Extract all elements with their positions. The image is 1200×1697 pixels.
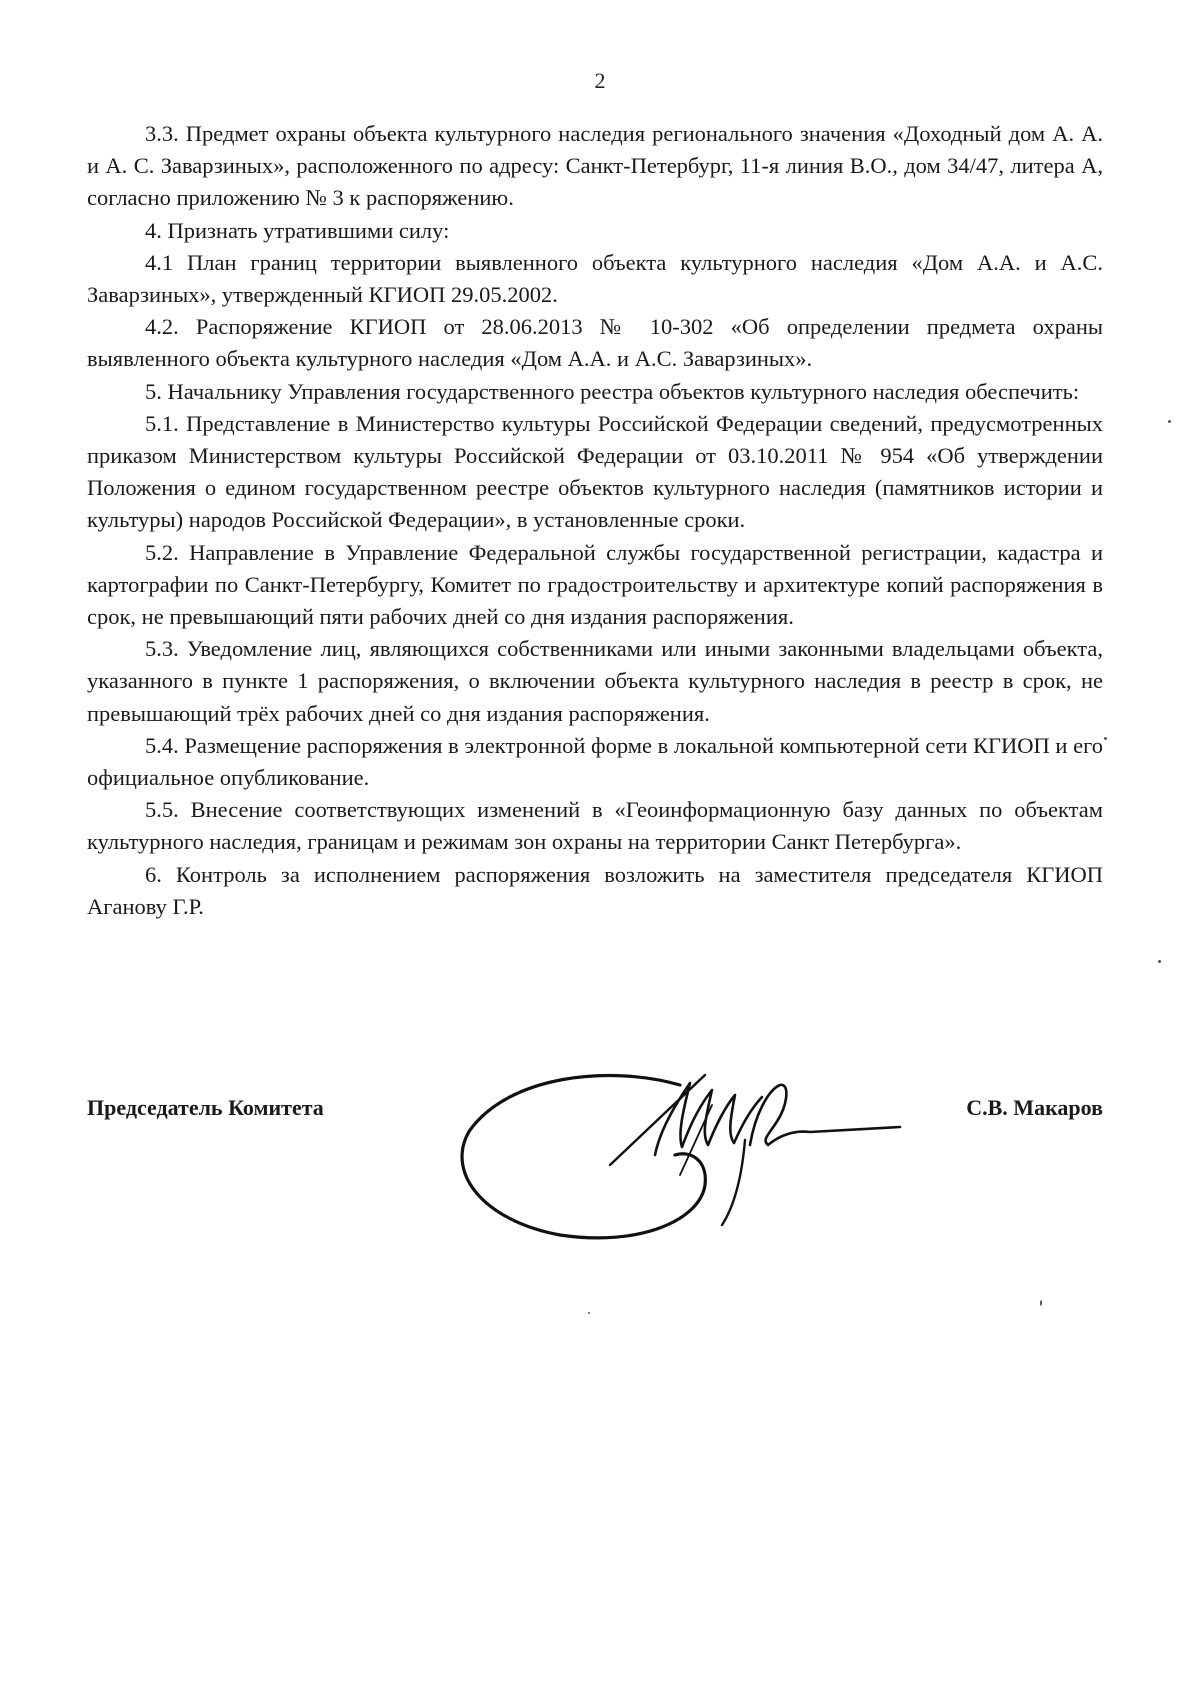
scan-speck bbox=[1040, 1300, 1042, 1306]
paragraph-5-5: 5.5. Внесение соответствующих изменений в «Геоинформационную базу данных по объектам культурного наследия, границам и режимам зон охраны на территории Санкт Петербурга». bbox=[87, 797, 1103, 855]
handwritten-signature bbox=[450, 1035, 930, 1265]
paragraph-5-3: 5.3. Уведомление лиц, являющихся собственниками или иными законными владельцами объекта, указанного в пункте 1 распоряжения, о включении объекта культурного наследия в реестр в срок, не превышающий трёх рабочих дней со дня издания распоряжения. bbox=[87, 636, 1103, 726]
document-body bbox=[87, 118, 1103, 923]
page-number: 2 bbox=[594, 68, 606, 93]
paragraph-6: 6. Контроль за исполнением распоряжения возложить на заместителя председателя КГИОП Аганову Г.Р. bbox=[87, 861, 1103, 919]
paragraph-3-3: 3.3. Предмет охраны объекта культурного наследия регионального значения «Доходный дом А. А. и А. С. Заварзиных», расположенного по адресу: Санкт-Петербург, 11-я линия В.О., дом 34/47, литера А, согласно приложению № 3 к распоряжению. bbox=[87, 121, 1103, 211]
paragraph-5: 5. Начальнику Управления государственного реестра объектов культурного наследия обеспечить: bbox=[145, 378, 1080, 404]
scan-speck bbox=[1158, 960, 1161, 963]
signer-name: С.В. Макаров bbox=[966, 1095, 1103, 1120]
scan-speck bbox=[1104, 737, 1107, 740]
paragraph-4-1: 4.1 План границ территории выявленного объекта культурного наследия «Дом А.А. и А.С. Заварзиных», утвержденный КГИОП 29.05.2002. bbox=[87, 249, 1103, 308]
scan-speck bbox=[588, 1312, 590, 1314]
signature-block bbox=[87, 1095, 1103, 1135]
paragraph-5-2: 5.2. Направление в Управление Федеральной службы государственной регистрации, кадастра и картографии по Санкт-Петербургу, Комитет по градостроительству и архитектуре копий распоряжения в срок, не превышающий пяти рабочих дней со дня издания распоряжения. bbox=[87, 539, 1103, 630]
paragraph-4: 4. Признать утратившими силу: bbox=[145, 217, 450, 243]
paragraph-5-4: 5.4. Размещение распоряжения в электронной форме в локальной компьютерной сети КГИОП и его официальное опубликование. bbox=[87, 732, 1103, 791]
paragraph-5-1: 5.1. Представление в Министерство культуры Российской Федерации сведений, предусмотренных приказом Министерством культуры Российской Федерации от 03.10.2011 № 954 «Об утверждении Положения о едином государственном реестре объектов культурного наследия (памятников истории и культуры) народов Российской Федерации», в установленные сроки. bbox=[87, 410, 1103, 533]
signer-position: Председатель Комитета bbox=[87, 1095, 324, 1120]
scan-speck bbox=[1168, 420, 1171, 423]
paragraph-4-2: 4.2. Распоряжение КГИОП от 28.06.2013 № 10-302 «Об определении предмета охраны выявленного объекта культурного наследия «Дом А.А. и А.С. Заварзиных». bbox=[87, 314, 1103, 372]
